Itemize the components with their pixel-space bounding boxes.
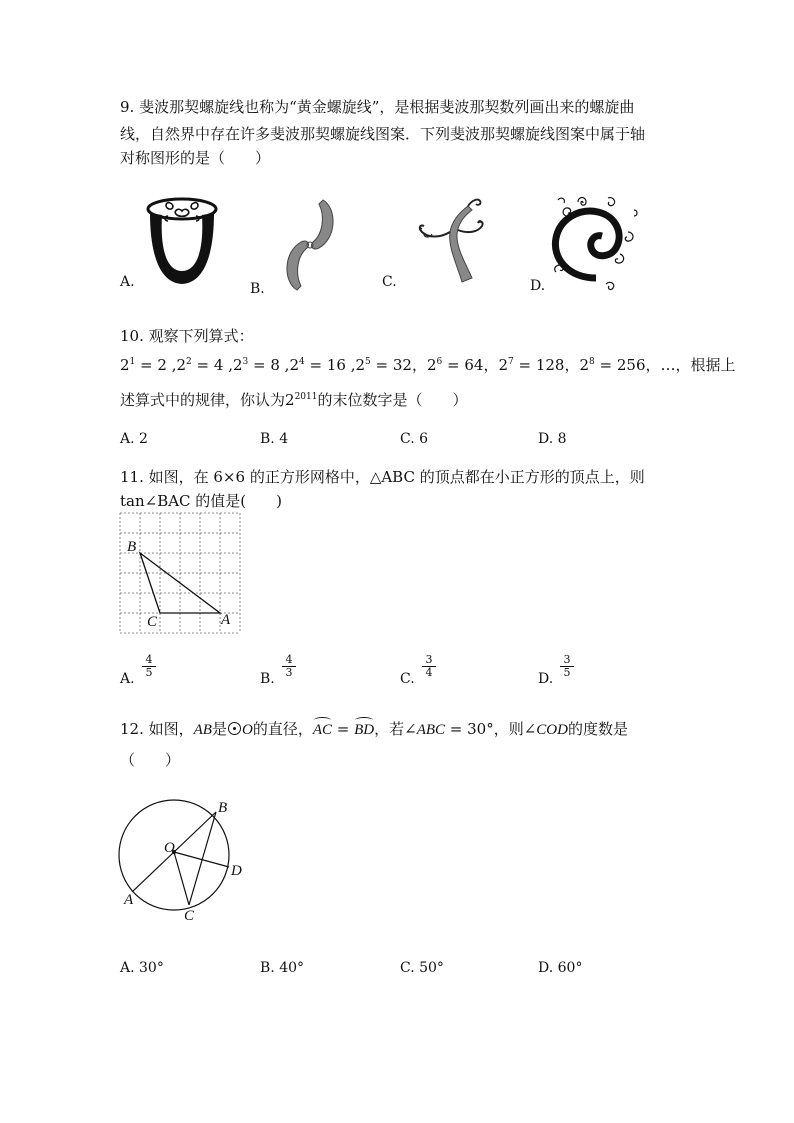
q9-option-a-label: A. (120, 274, 135, 290)
q11-option-a-label: A. (120, 671, 135, 687)
q12-option-c: C. 50° (400, 960, 444, 976)
q12-text-line-1: 12. 如图，AB是 O的直径，AC = BD，若∠ABC = 30°，则∠COD的度数是 (120, 720, 628, 738)
q11-option-b-label: B. (260, 671, 275, 687)
q10-option-a: A. 2 (120, 431, 148, 447)
q12-label-o: O (164, 840, 175, 856)
q9-option-d-label: D. (530, 278, 546, 294)
q10-option-d: D. 8 (538, 431, 567, 447)
q11-option-d-fraction: $\frac{3}{5}$ (560, 654, 574, 679)
q12-option-d: D. 60° (538, 960, 583, 976)
q11-text-line-2: tan∠BAC 的值是( ) (120, 492, 283, 510)
q9-text-line-2: 线，自然界中存在许多斐波那契螺旋线图案．下列斐波那契螺旋线图案中属于轴 (120, 125, 646, 143)
q11-label-a: A (221, 612, 231, 628)
q11-label-b: B (127, 539, 137, 555)
q11-text-line-1: 11. 如图，在 6×6 的正方形网格中，△ABC 的顶点都在小正方形的顶点上，则 (120, 468, 645, 486)
q9-text-line-3: 对称图形的是（ ） (120, 149, 271, 167)
q12-label-b: B (218, 800, 228, 816)
q11-option-a-fraction: $\frac{4}{5}$ (142, 654, 156, 679)
q11-label-c: C (147, 614, 158, 630)
q9-figure-c-plant (410, 192, 490, 284)
q10-powers-line: $2^1 = 2$ $,2^2 = 4$ $,2^3 = 8$ $,2^4 = 16$ $,2^5 = 32$，$2^6 = 64$，$2^7 = 128$，$2^8 = 256$，…，根据上 (120, 356, 736, 374)
q10-option-c: C. 6 (400, 431, 429, 447)
q12-text-line-2: （ ） (120, 751, 181, 769)
q12-label-c: C (184, 908, 195, 924)
q11-option-c-label: C. (400, 671, 415, 687)
q12-option-b: B. 40° (260, 960, 305, 976)
q11-option-d-label: D. (538, 671, 554, 687)
q9-option-c-label: C. (382, 274, 397, 290)
q9-figure-d-spiral-swirls (548, 190, 643, 290)
q9-text-line-1: 9. 斐波那契螺旋线也称为“黄金螺旋线”，是根据斐波那契数列画出来的螺旋曲 (120, 98, 635, 116)
q11-option-b-fraction: $\frac{4}{3}$ (282, 654, 296, 679)
q10-title: 10. 观察下列算式： (120, 327, 254, 345)
q10-option-b: B. 4 (260, 431, 289, 447)
q9-figure-a-vase (142, 195, 222, 290)
q10-question-line: 述算式中的规律，你认为$2^{2011}$的末位数字是（ ） (120, 391, 468, 409)
circle-symbol-icon (228, 722, 241, 735)
q12-option-a: A. 30° (120, 960, 164, 976)
q12-label-a: A (124, 892, 134, 908)
q9-option-b-label: B. (250, 281, 265, 297)
q9-figure-b-spiral (275, 198, 345, 293)
q12-label-d: D (231, 863, 242, 879)
q11-option-c-fraction: $\frac{3}{4}$ (422, 654, 436, 679)
